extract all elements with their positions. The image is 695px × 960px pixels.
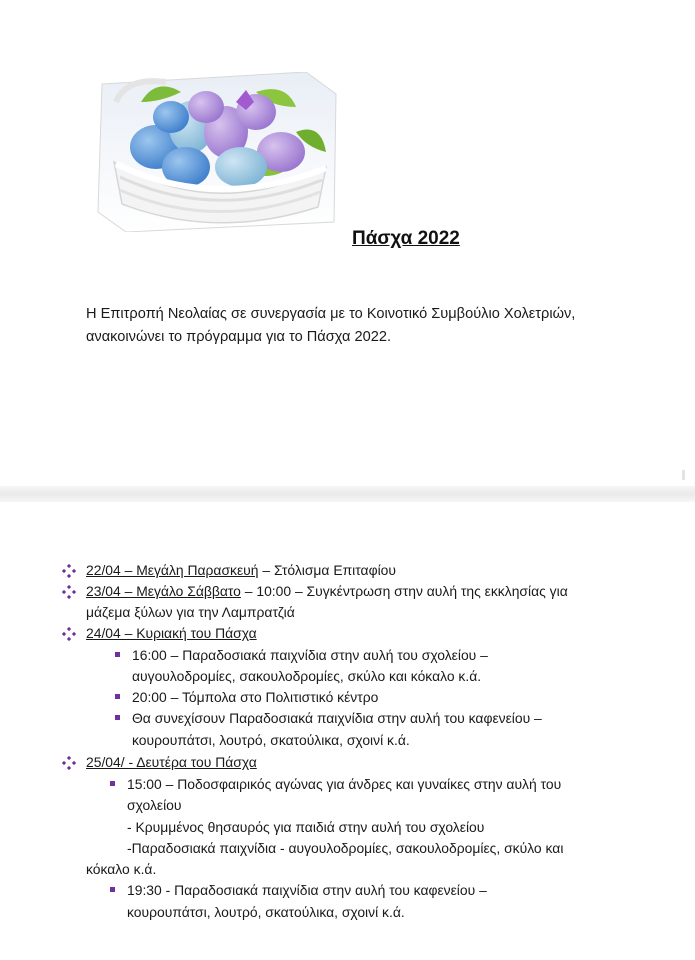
event-24-04-games: 16:00 – Παραδοσιακά παιχνίδια στην αυλή του σχολείου – [132, 647, 488, 663]
event-25-04-football-continued: σχολείου [127, 797, 182, 813]
square-bullet-icon [110, 781, 115, 786]
page-title: Πάσχα 2022 [352, 228, 460, 249]
square-bullet-icon [115, 652, 120, 657]
diamond-bullet-icon [62, 627, 76, 641]
date-label: 23/04 – Μεγάλο Σάββατο [86, 583, 241, 599]
event-25-04-football: 15:00 – Ποδοσφαιρικός αγώνας για άνδρες και γυναίκες στην αυλή του [127, 776, 562, 792]
event-24-04-games-continued: αυγουλοδρομίες, σακουλοδρομίες, σκύλο και κόκαλο κ.ά. [132, 668, 482, 684]
schedule-item-22-04 [86, 560, 396, 580]
date-label: 22/04 – Μεγάλη Παρασκευή [86, 562, 259, 578]
event-24-04-tombola: 20:00 – Τόμπολα στο Πολιτιστικό κέντρο [132, 689, 379, 705]
intro-line-1: Η Επιτροπή Νεολαίας σε συνεργασία με το Κοινοτικό Συμβούλιο Χολετριών, [86, 306, 576, 322]
event-25-04-cafe-games-continued: κουρουπάτσι, λουτρό, σκατούλικα, σχοινί κ.ά. [127, 904, 405, 920]
event-text: – 10:00 – Συγκέντρωση στην αυλή της εκκλησίας για [240, 583, 568, 599]
event-25-04-traditional-games: -Παραδοσιακά παιχνίδια - αυγουλοδρομίες, σακουλοδρομίες, σκύλο και [127, 840, 564, 856]
schedule-item-25-04: 25/04/ - Δευτέρα του Πάσχα [86, 754, 257, 770]
diamond-bullet-icon [62, 564, 76, 578]
event-text-continued: μάζεμα ξύλων για την Λαμπρατζιά [86, 604, 295, 620]
event-25-04-cafe-games: 19:30 - Παραδοσιακά παιχνίδια στην αυλή του καφενείου – [127, 882, 487, 898]
square-bullet-icon [115, 715, 120, 720]
diamond-bullet-icon [62, 756, 76, 770]
square-bullet-icon [115, 694, 120, 699]
page-edge-mark [682, 470, 685, 480]
event-24-04-cafe-games-continued: κουρουπάτσι, λουτρό, σκατούλικα, σχοινί κ.ά. [132, 732, 410, 748]
intro-text [86, 303, 646, 349]
schedule-item-23-04 [86, 581, 568, 601]
easter-eggs-basket-image [96, 72, 338, 232]
diamond-bullet-icon [62, 585, 76, 599]
schedule-item-24-04: 24/04 – Κυριακή του Πάσχα [86, 625, 257, 641]
event-25-04-traditional-games-continued: κόκαλο κ.ά. [86, 861, 157, 877]
event-text: – Στόλισμα Επιταφίου [258, 562, 396, 578]
event-24-04-cafe-games: Θα συνεχίσουν Παραδοσιακά παιχνίδια στην αυλή του καφενείου – [132, 710, 542, 726]
intro-line-2: ανακοινώνει το πρόγραμμα για το Πάσχα 2022. [86, 329, 392, 345]
square-bullet-icon [110, 887, 115, 892]
event-25-04-treasure-hunt: - Κρυμμένος θησαυρός για παιδιά στην αυλή του σχολείου [127, 819, 485, 835]
page-separator [0, 486, 695, 502]
